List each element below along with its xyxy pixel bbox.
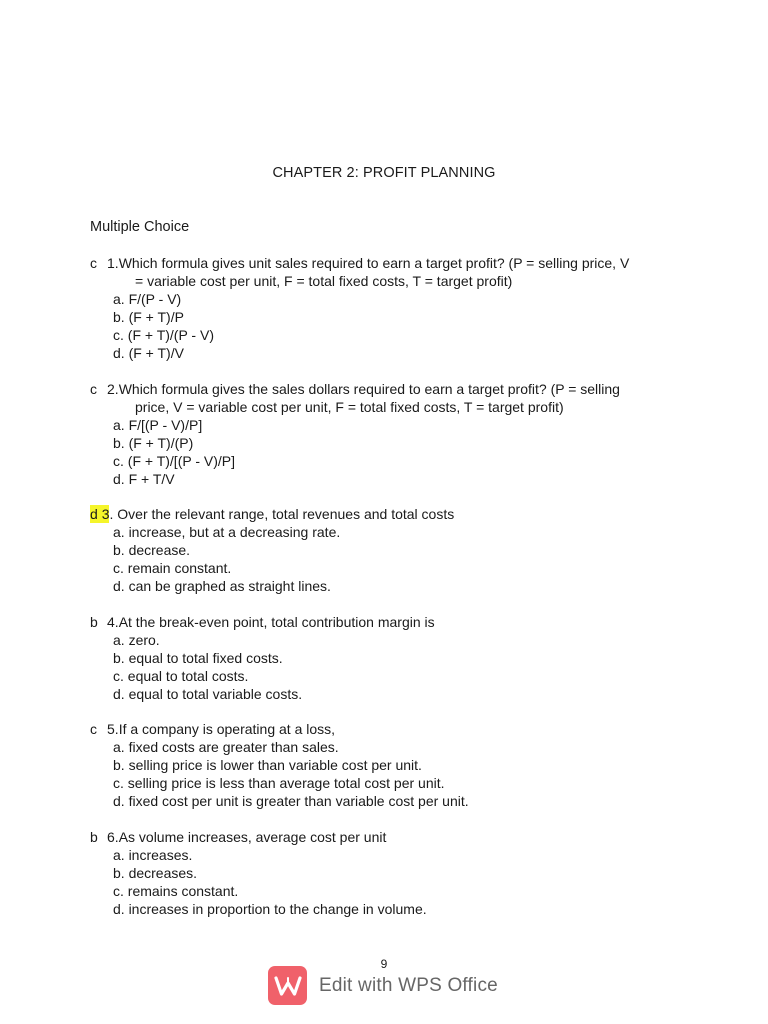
question-text-continued: = variable cost per unit, F = total fixed costs, T = target profit): [135, 273, 513, 289]
answer-key: c: [90, 380, 97, 397]
question-4: [90, 613, 690, 703]
option-b: b. decrease.: [113, 542, 191, 558]
answer-key: b: [90, 613, 98, 630]
answer-key: c: [90, 255, 97, 271]
option-c: c. remain constant.: [113, 560, 232, 576]
question-1: [90, 254, 690, 362]
question-stem: [90, 254, 690, 272]
option-c: c. remains constant.: [113, 882, 239, 899]
option-d: d. equal to total variable costs.: [113, 685, 303, 702]
option-b: b. (F + T)/P: [113, 309, 184, 325]
question-number: 1.: [107, 255, 119, 271]
option-c: c. (F + T)/[(P - V)/P]: [113, 452, 235, 469]
wps-office-logo-icon: [268, 966, 307, 1005]
section-heading: Multiple Choice: [90, 219, 190, 235]
highlighted-answer-key: [90, 505, 109, 523]
question-stem: [90, 380, 690, 398]
question-stem: [90, 505, 690, 523]
option-c: c. equal to total costs.: [113, 667, 249, 684]
option-d: d. increases in proportion to the change in volume.: [113, 900, 427, 917]
question-text: If a company is operating at a loss,: [118, 721, 336, 737]
question-number: 6.: [107, 828, 119, 845]
option-c: c. (F + T)/(P - V): [113, 327, 214, 343]
wps-edit-footer[interactable]: [268, 966, 498, 1005]
option-a: a. fixed costs are greater than sales.: [113, 739, 339, 755]
question-text: At the break-even point, total contribution margin is: [118, 613, 435, 630]
question-6: [90, 828, 690, 918]
question-number: 4.: [107, 613, 119, 630]
question-stem: [90, 828, 690, 846]
question-5: [90, 720, 690, 810]
option-b: b. decreases.: [113, 864, 198, 881]
answer-key: b: [90, 828, 98, 845]
option-a: a. zero.: [113, 631, 160, 648]
option-b: b. selling price is lower than variable cost per unit.: [113, 757, 422, 773]
question-text: . Over the relevant range, total revenues and total costs: [109, 506, 455, 522]
option-b: b. equal to total fixed costs.: [113, 649, 283, 666]
question-number: 2.: [107, 380, 119, 397]
question-text: As volume increases, average cost per unit: [118, 828, 387, 845]
answer-key: d: [90, 506, 98, 522]
option-d: d. can be graphed as straight lines.: [113, 578, 331, 594]
option-d: d. fixed cost per unit is greater than variable cost per unit.: [113, 793, 469, 809]
question-text: Which formula gives unit sales required to earn a target profit? (P = selling price, V: [118, 255, 630, 271]
option-a: a. increase, but at a decreasing rate.: [113, 524, 341, 540]
question-number: 5.: [107, 721, 119, 737]
question-stem: [90, 720, 690, 738]
option-d: d. F + T/V: [113, 470, 175, 487]
option-d: d. (F + T)/V: [113, 345, 184, 361]
option-a: a. F/[(P - V)/P]: [113, 416, 203, 433]
page-number: 9: [380, 957, 388, 971]
option-c: c. selling price is less than average total cost per unit.: [113, 775, 445, 791]
wps-w-glyph-icon: [273, 974, 303, 998]
chapter-title: CHAPTER 2: PROFIT PLANNING: [272, 165, 496, 181]
option-b: b. (F + T)/(P): [113, 434, 194, 451]
option-a: a. F/(P - V): [113, 291, 182, 307]
question-2: [90, 380, 690, 488]
question-stem: [90, 613, 690, 631]
answer-key: c: [90, 721, 97, 737]
question-text: Which formula gives the sales dollars required to earn a target profit? (P = selling: [118, 380, 620, 397]
question-text-continued: price, V = variable cost per unit, F = total fixed costs, T = target profit): [135, 398, 564, 415]
edit-with-wps-label[interactable]: Edit with WPS Office: [319, 974, 498, 996]
question-3: [90, 505, 690, 595]
question-list: [90, 254, 690, 935]
option-a: a. increases.: [113, 846, 193, 863]
question-number: 3: [101, 506, 110, 522]
